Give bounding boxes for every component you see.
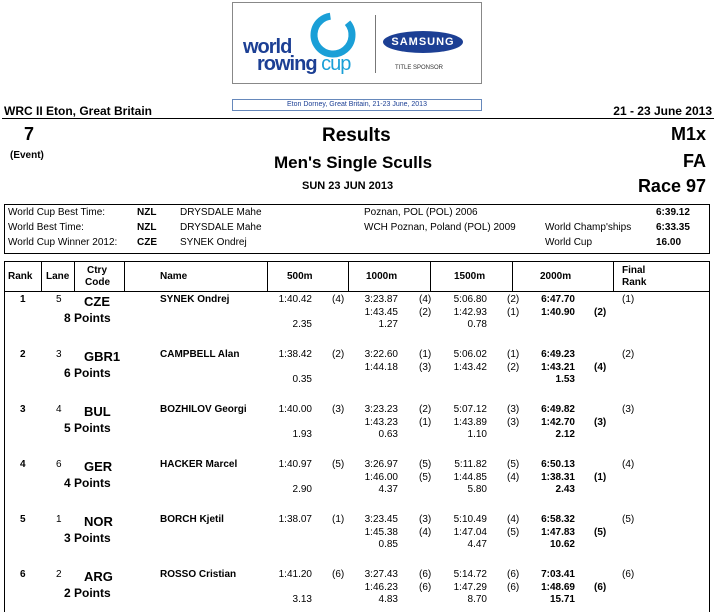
split-1000m-delta: 1.27 [378, 319, 398, 330]
row-country: BUL [84, 404, 111, 419]
split-1500m-rank: (5) [507, 459, 520, 470]
row-rank: 1 [20, 294, 26, 305]
split-1000m-rank: (1) [419, 349, 432, 360]
row-lane: 6 [56, 459, 62, 470]
col-sep [430, 261, 431, 291]
split-2000m-split-rank: (6) [594, 582, 607, 593]
split-1500m-delta: 1.10 [467, 429, 487, 440]
split-1000m-split-rank: (2) [419, 307, 432, 318]
split-1500m-split-rank: (3) [507, 417, 520, 428]
world-cup-value: 16.00 [656, 237, 682, 248]
split-2000m-time: 7:03.41 [541, 569, 575, 580]
split-2000m-split: 1:38.31 [541, 472, 575, 483]
race-date: SUN 23 JUN 2013 [302, 180, 394, 192]
row-lane: 2 [56, 569, 62, 580]
wc-best-ctry: NZL [137, 207, 157, 218]
logo-divider [375, 15, 376, 73]
row-lane: 3 [56, 349, 62, 360]
col-sep [124, 261, 125, 291]
col-lane: Lane [46, 271, 70, 282]
split-500m-rank: (1) [332, 514, 345, 525]
split-500m-rank: (3) [332, 404, 345, 415]
logo-text-world: world [243, 36, 292, 58]
split-1500m-time: 5:07.12 [453, 404, 487, 415]
sponsor-label: TITLE SPONSOR [395, 65, 444, 71]
row-country: GBR1 [84, 349, 121, 364]
champs-time: 6:33.35 [656, 222, 690, 233]
wc-best-time: 6:39.12 [656, 207, 690, 218]
split-1000m-rank: (2) [419, 404, 432, 415]
split-1000m-split-rank: (5) [419, 472, 432, 483]
event-label: (Event) [10, 150, 44, 161]
wc-best-label: World Cup Best Time: [8, 207, 106, 218]
split-2000m-split: 1:40.90 [541, 307, 575, 318]
col-sep [267, 261, 268, 291]
split-500m-time: 1:41.20 [278, 569, 312, 580]
table-header-rule [4, 291, 710, 292]
split-500m-rank: (4) [332, 294, 345, 305]
col-name: Name [160, 271, 188, 282]
split-500m-delta: 3.13 [292, 594, 312, 605]
split-500m-delta: 2.35 [292, 319, 312, 330]
split-2000m-time: 6:50.13 [541, 459, 575, 470]
row-country: CZE [84, 294, 110, 309]
row-final-rank: (2) [622, 349, 635, 360]
split-1000m-split: 1:43.45 [364, 307, 398, 318]
split-500m-time: 1:40.97 [278, 459, 312, 470]
split-1000m-time: 3:23.23 [364, 404, 398, 415]
header-rule [2, 118, 714, 119]
split-1000m-split-rank: (1) [419, 417, 432, 428]
split-2000m-split: 1:48.69 [541, 582, 575, 593]
split-500m-delta: 0.35 [292, 374, 312, 385]
split-1500m-time: 5:10.49 [453, 514, 487, 525]
split-1500m-delta: 4.47 [467, 539, 487, 550]
split-500m-rank: (5) [332, 459, 345, 470]
row-athlete-name: ROSSO Cristian [160, 569, 237, 580]
col-final: Final [622, 265, 646, 276]
split-500m-delta: 2.90 [292, 484, 312, 495]
row-final-rank: (6) [622, 569, 635, 580]
split-500m-delta: 1.93 [292, 429, 312, 440]
world-best-ctry: NZL [137, 222, 157, 233]
split-1500m-rank: (2) [507, 294, 520, 305]
split-2000m-delta: 15.71 [549, 594, 575, 605]
split-1000m-split-rank: (4) [419, 527, 432, 538]
split-500m-time: 1:38.42 [278, 349, 312, 360]
split-1500m-time: 5:14.72 [453, 569, 487, 580]
row-rank: 5 [20, 514, 26, 525]
boat-class: M1x [670, 124, 706, 144]
split-1500m-split-rank: (2) [507, 362, 520, 373]
split-1500m-split-rank: (6) [507, 582, 520, 593]
split-1000m-split-rank: (3) [419, 362, 432, 373]
row-athlete-name: CAMPBELL Alan [160, 349, 240, 360]
row-lane: 4 [56, 404, 62, 415]
split-1500m-rank: (3) [507, 404, 520, 415]
col-1500m: 1500m [454, 271, 486, 282]
split-1500m-rank: (6) [507, 569, 520, 580]
split-1000m-time: 3:23.87 [364, 294, 398, 305]
split-1500m-split-rank: (4) [507, 472, 520, 483]
row-athlete-name: SYNEK Ondrej [160, 294, 230, 305]
split-500m-time: 1:40.42 [278, 294, 312, 305]
col-sep [41, 261, 42, 291]
row-points: 5 Points [64, 421, 111, 435]
split-2000m-time: 6:49.82 [541, 404, 575, 415]
split-1000m-split: 1:44.18 [364, 362, 398, 373]
world-cup-label: World Cup [545, 237, 593, 248]
split-1500m-time: 5:06.80 [453, 294, 487, 305]
col-ctry: Ctry [87, 265, 108, 276]
row-points: 2 Points [64, 586, 111, 600]
split-1000m-split: 1:45.38 [364, 527, 398, 538]
winner-ctry: CZE [137, 237, 157, 248]
split-1000m-time: 3:26.97 [364, 459, 398, 470]
split-2000m-delta: 10.62 [549, 539, 575, 550]
split-1000m-time: 3:22.60 [364, 349, 398, 360]
split-1000m-delta: 4.37 [378, 484, 398, 495]
split-1000m-rank: (6) [419, 569, 432, 580]
split-1500m-split: 1:47.29 [453, 582, 487, 593]
champs-label: World Champ'ships [545, 222, 632, 233]
split-1000m-time: 3:27.43 [364, 569, 398, 580]
page-title: Results [322, 125, 391, 146]
winner-label: World Cup Winner 2012: [8, 237, 118, 248]
split-1000m-delta: 0.85 [378, 539, 398, 550]
split-1000m-split-rank: (6) [419, 582, 432, 593]
split-2000m-split: 1:47.83 [541, 527, 575, 538]
split-1000m-split: 1:46.00 [364, 472, 398, 483]
split-1000m-rank: (4) [419, 294, 432, 305]
col-sep [512, 261, 513, 291]
split-2000m-split-rank: (2) [594, 307, 607, 318]
split-1500m-time: 5:06.02 [453, 349, 487, 360]
split-1500m-time: 5:11.82 [454, 459, 487, 470]
split-1000m-delta: 0.63 [378, 429, 398, 440]
row-athlete-name: BOZHILOV Georgi [160, 404, 247, 415]
sponsor-logo: SAMSUNG [383, 31, 463, 53]
row-athlete-name: BORCH Kjetil [160, 514, 224, 525]
split-1000m-delta: 4.83 [378, 594, 398, 605]
row-points: 4 Points [64, 476, 111, 490]
row-country: NOR [84, 514, 113, 529]
split-1500m-split-rank: (5) [507, 527, 520, 538]
split-2000m-split-rank: (1) [594, 472, 607, 483]
row-points: 8 Points [64, 311, 111, 325]
split-1000m-split: 1:43.23 [364, 417, 398, 428]
regatta-dates: 21 - 23 June 2013 [613, 104, 712, 118]
row-rank: 3 [20, 404, 26, 415]
regatta-name: WRC II Eton, Great Britain [4, 104, 153, 118]
race-phase: FA [682, 151, 706, 171]
split-1500m-split-rank: (1) [507, 307, 520, 318]
world-best-place: WCH Poznan, Poland (POL) 2009 [364, 222, 516, 233]
row-country: GER [84, 459, 113, 474]
wc-best-place: Poznan, POL (POL) 2006 [364, 207, 478, 218]
winner-name: SYNEK Ondrej [180, 237, 247, 248]
split-2000m-delta: 1.53 [555, 374, 575, 385]
race-number: Race 97 [637, 176, 706, 196]
split-2000m-split: 1:43.21 [541, 362, 575, 373]
split-2000m-split-rank: (4) [594, 362, 607, 373]
row-final-rank: (1) [622, 294, 635, 305]
split-1500m-delta: 0.78 [467, 319, 487, 330]
split-1500m-split: 1:43.89 [453, 417, 487, 428]
row-rank: 2 [20, 349, 26, 360]
split-2000m-delta: 2.43 [555, 484, 575, 495]
split-2000m-delta: 2.12 [555, 429, 575, 440]
col-sep [74, 261, 75, 291]
row-points: 3 Points [64, 531, 111, 545]
col-sep [613, 261, 614, 291]
row-final-rank: (4) [622, 459, 635, 470]
row-lane: 1 [56, 514, 62, 525]
split-2000m-time: 6:47.70 [541, 294, 575, 305]
col-rank: Rank [8, 271, 33, 282]
header-logo-box [232, 2, 482, 84]
logo-text-rowing-cup: rowing cup [257, 53, 351, 75]
split-1500m-rank: (1) [507, 349, 520, 360]
world-best-name: DRYSDALE Mahe [180, 222, 262, 233]
split-1000m-split: 1:46.23 [364, 582, 398, 593]
row-final-rank: (5) [622, 514, 635, 525]
col-code: Code [85, 277, 110, 288]
split-1500m-split: 1:44.85 [453, 472, 487, 483]
split-2000m-split-rank: (5) [594, 527, 607, 538]
split-1500m-delta: 5.80 [467, 484, 487, 495]
split-500m-time: 1:38.07 [278, 514, 312, 525]
split-500m-time: 1:40.00 [278, 404, 312, 415]
row-rank: 6 [20, 569, 26, 580]
split-500m-rank: (2) [332, 349, 345, 360]
col-final-rank: Rank [622, 277, 647, 288]
wc-best-name: DRYSDALE Mahe [180, 207, 262, 218]
venue-dates: Eton Dorney, Great Britain, 21-23 June, 2013 [232, 99, 482, 111]
split-2000m-time: 6:49.23 [541, 349, 575, 360]
split-1500m-rank: (4) [507, 514, 520, 525]
split-1000m-rank: (3) [419, 514, 432, 525]
row-country: ARG [84, 569, 113, 584]
split-1500m-split: 1:47.04 [453, 527, 487, 538]
split-1500m-delta: 8.70 [467, 594, 487, 605]
row-lane: 5 [56, 294, 62, 305]
split-2000m-split-rank: (3) [594, 417, 607, 428]
split-1500m-split: 1:43.42 [453, 362, 487, 373]
col-500m: 500m [287, 271, 313, 282]
world-best-label: World Best Time: [8, 222, 84, 233]
event-name: Men's Single Sculls [274, 153, 433, 172]
row-athlete-name: HACKER Marcel [160, 459, 238, 470]
split-500m-rank: (6) [332, 569, 345, 580]
col-2000m: 2000m [540, 271, 572, 282]
row-rank: 4 [20, 459, 26, 470]
split-2000m-split: 1:42.70 [541, 417, 575, 428]
row-final-rank: (3) [622, 404, 635, 415]
split-2000m-time: 6:58.32 [541, 514, 575, 525]
col-1000m: 1000m [366, 271, 398, 282]
split-1000m-time: 3:23.45 [364, 514, 398, 525]
event-number: 7 [24, 124, 35, 144]
split-1000m-rank: (5) [419, 459, 432, 470]
split-1500m-split: 1:42.93 [453, 307, 487, 318]
col-sep [348, 261, 349, 291]
row-points: 6 Points [64, 366, 111, 380]
